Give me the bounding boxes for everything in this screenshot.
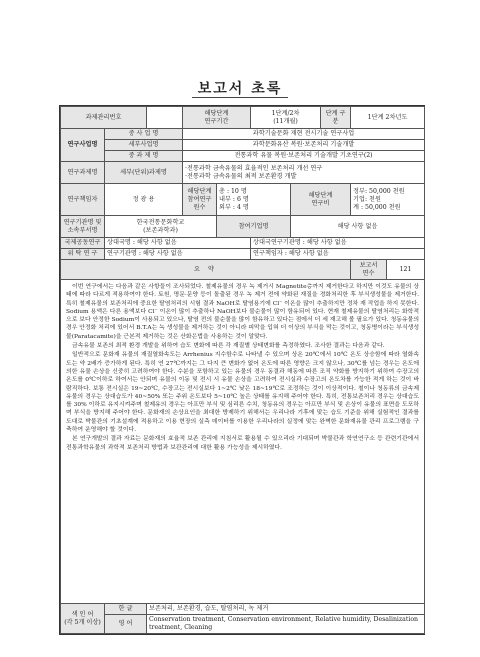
unit-task-label: 세부(단위)과제명 (105, 162, 183, 184)
row-summary-body (61, 280, 425, 604)
row-sub-project (61, 140, 425, 151)
intl-value: 상대국명 : 해당 사항 없음 (105, 238, 251, 249)
row-management (61, 107, 425, 129)
row-keywords-kr (61, 604, 425, 615)
stage-label: 단계 구분 (321, 107, 351, 129)
row-mid-project (61, 129, 425, 140)
stage-value: 1단계 2차년도 (351, 107, 425, 129)
row-consign (61, 249, 425, 260)
consign-value: 연구기관명 : 해당 사항 없음 (105, 249, 251, 260)
pages-label: 보고서 면수 (351, 260, 387, 280)
org-value: 한국전통문화학교 (보존과학과) (105, 216, 217, 238)
task-group-label: 연구과제명 (61, 162, 105, 184)
sub-project-value: 과학문화유산 복원·보존처리 기술개발 (183, 140, 425, 151)
summary-body (61, 280, 425, 604)
cost-gov: 정부: 50,000 천원 (353, 187, 405, 195)
abstract-form (59, 105, 425, 635)
cost-total: 계 : 50,000 천원 (353, 203, 401, 211)
row-major-task (61, 151, 425, 162)
mgmt-value (147, 107, 183, 129)
unit-task-value (183, 162, 425, 184)
consign-label: 위 탁 연 구 (61, 249, 105, 260)
period-label: 해당단계 연구기간 (183, 107, 251, 129)
row-unit-task (61, 162, 425, 184)
period-value: 1단계/2차 (11개월) (251, 107, 321, 129)
org-label: 연구기관명 및 소속부서명 (61, 216, 105, 238)
summary-paragraph: 이번 연구에서는 다음과 같은 사항들이 조사되었다. 철제유물의 경우 녹 제거시 Magnetite층까지 제거한다고 하지만 이것도 유물의 상태에 따라 다르게 적용하여야 한다. 토원, 명문·문양 등이 돌출된 경우 녹 제거 전에 약화된 재질을 경화처리한 후 부식생성물을 제거한다. 특히 철제유물의 보존처리에 중요한 탈염처리의 시험 결과 NaOH로 탈염용기에 Cl⁻ 이온을 많이 추출하지만 정차 재 작업을 하지 못한다. Sodium 용액은 다른 용액보다 Cl⁻ 이온이 많이 추출하나 NaOH보다 불순물이 많이 함유되어 있다. 현재 철제유물의 탈염처리는 화학적으로 보다 안정한 Sodium이 사용되고 있으나, 탈염 전의 불순물을 많이 함유하고 있다는 점에서 더 세 재고해 볼 필요가 있다. 청동유물의 경우 안정화 처리에 있어서 B.T.A는 녹 생성물을 제거하는 것이 아니라 피막을 입혀 더 이상의 부식을 막는 것이고, 청동병이라는 부식생성물(Paratacamite)을 근본적 제거하는 것은 산화은법을 사용하는 것이 알맞다. (66, 284, 420, 340)
keywords-en-value: Conservation treatment, Conservation environment, Relative humidity, Desalinization treatment, Cleaning (147, 615, 425, 634)
keywords-kr-value: 보존처리, 보존환경, 습도, 탈염처리, 녹 제거 (147, 604, 425, 615)
count-external: 외부 : 4 명 (219, 203, 249, 211)
row-intl (61, 238, 425, 249)
count-internal: 내부 : 6 명 (219, 195, 249, 203)
summary-paragraph: 일반적으로 문화재 유물의 재질열화속도는 Arrhenius 지수함수로 나타낼 수 있으며 상온 20℃에서 10℃ 온도 상승함에 따라 열화속도는 약 2배가 증가하게 된다. 특히 연 27℃까지는 그 다지 큰 변화가 없어 온도에 따른 영향은 크지 않으나, 30℃를 넘는 경우는 온도에 의한 유물 손상을 신중히 고려하여야 한다. 수분을 포함하고 있는 유물의 경우 동결과 해동에 따른 조직 약화를 방지하기 위하여 수장고의 온도를 0℃이하로 하여서는 안되며 유물의 이동 및 전시 시 유물 손상을 고려하여 전시실과 수장고의 온도차를 가능한 적게 하는 것이 바람직하다. 보통 전시실은 19~20℃, 수장고는 전시실보다 1~2℃ 낮은 18~19℃로 조정하는 것이 이상적이다. 철이나 청동류의 금속제 유물의 경우는 상대습도가 40~50% 또는 주위 온도보다 5~10℃ 높은 상태를 유지해 주어야 한다. 특히, 전통보존처리 경우는 상대습도를 30% 이하로 유지시켜주며 철제유의 경우는 아프만 부식 및 심리른 수치, 청동유의 경우는 아프만 부식 및 손상이 유물의 표면을 도포하며 부식을 방지해 주어야 한다. 문화재의 손상요인을 최대한 방제하기 위해서는 우리나라 기후에 맞는 습도 기준을 위해 실험적인 결과를 도대로 박물관의 기초설계에 적용하고 이용 현장의 실측 데이터를 이용한 우리나라의 실정에 맞는 완벽한 문화재유물 관리 프로그램을 구축하여 운영해야 할 것이다. (66, 352, 420, 434)
row-researcher (61, 184, 425, 216)
cost-corp: 기업: 천원 (353, 195, 381, 203)
keywords-kr-label: 한 글 (105, 604, 147, 615)
row-organization (61, 216, 425, 238)
major-task-value: 전통과학 유물 복원·보존처리 기술개발 기초연구(2) (183, 151, 425, 162)
cost-value (351, 184, 425, 216)
intl-partner: 상대국연구기관명 : 해당 사항 없음 (251, 238, 425, 249)
row-keywords-en (61, 615, 425, 634)
count-total: 총 : 10 명 (219, 187, 247, 195)
count-label: 해당단계 참여연구원수 (183, 184, 217, 216)
mid-project-value: 과학기술문화 재현 전시기술 연구사업 (183, 129, 425, 140)
summary-label: 요 약 (61, 260, 351, 280)
project-group-label: 연구사업명 (61, 129, 105, 162)
summary-paragraph: 본 연구개발의 결과 자료는 문화재의 효율적 보존 관리에 지침서로 활용될 수 있으리라 기대되며 박물관과 학연연구소 등 관련기관에서 전통과학유물의 과학적 보존처리 방법과 보관관리에 대한 활용 가능성을 제시하였다. (66, 436, 420, 451)
unit-task-line: ·전통과학 금속유물의 효율적인 보존처리 개선 연구 (185, 164, 323, 172)
abstract-table (60, 106, 425, 634)
row-summary-header (61, 260, 425, 280)
lead-label: 연구책임자 (61, 184, 105, 216)
keywords-en-label: 영 어 (105, 615, 147, 634)
cost-label: 해당단계 연구비 (291, 184, 351, 216)
report-title (0, 78, 480, 98)
consign-lead: 연구책임자 : 해당 사항 없음 (251, 249, 425, 260)
sub-project-label: 세부사업명 (105, 140, 183, 151)
title-text: 보고서 초록 (192, 81, 289, 98)
keywords-label: 색 인 어 (각 5개 이상) (61, 604, 105, 634)
mid-project-label: 중 사 업 명 (105, 129, 183, 140)
lead-name: 정 광 용 (105, 184, 183, 216)
partner-label: 참여기업명 (217, 216, 291, 238)
intl-label: 국제공동연구 (61, 238, 105, 249)
unit-task-line: ·전통과학 금속유물의 최적 보존환경 개발 (185, 172, 297, 180)
summary-paragraph: 금속유물 보존의 최적 환경 개발을 위하여 습도 변화에 따른 각 재질별 상태변화를 측정하였다. 조사한 결과는 다음과 같다. (72, 343, 385, 350)
count-value (217, 184, 291, 216)
partner-value: 해당 사항 없음 (291, 216, 425, 238)
pages-value: 121 (387, 260, 425, 280)
mgmt-label: 과제관리번호 (61, 107, 147, 129)
major-task-label: 중 과 제 명 (105, 151, 183, 162)
